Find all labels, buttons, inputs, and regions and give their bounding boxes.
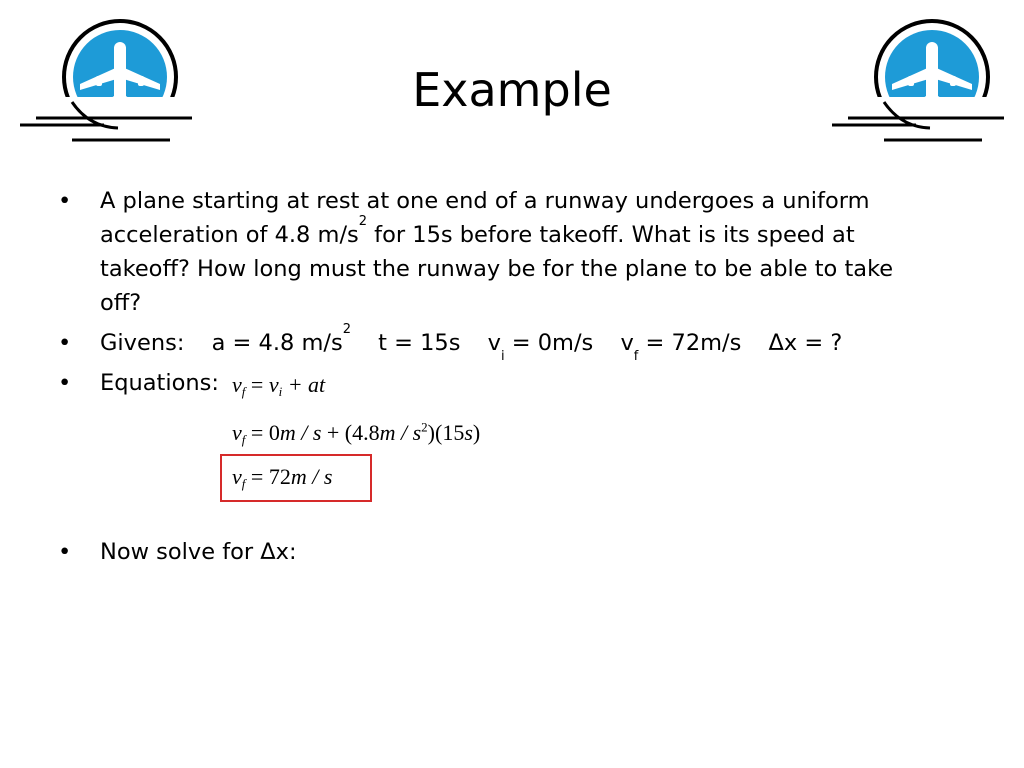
bullet-equations	[58, 366, 938, 400]
bullet-problem-statement	[58, 184, 938, 320]
givens-label: Givens:	[100, 330, 185, 356]
solve-text: Now solve for Δx:	[100, 539, 297, 565]
problem-text-part2: for 15s before takeoff. What is its speed at takeoff? How long must the runway be for the plane to be able to take off?	[100, 222, 894, 316]
given-acceleration-sup: 2	[342, 322, 351, 337]
problem-text-part1: A plane starting at rest at one end of a runway undergoes a uniform acceleration of 4.8 m/s	[100, 188, 870, 248]
slide-title: Example	[412, 63, 612, 117]
bullet-givens	[58, 322, 938, 364]
given-time: t = 15s	[378, 330, 461, 356]
bullet-list	[58, 184, 938, 406]
given-displacement-unknown: Δx = ?	[768, 330, 843, 356]
bullet-dot: •	[58, 188, 72, 214]
given-initial-velocity: $v_i = 0m/s$	[487, 330, 594, 364]
given-final-velocity: $v_f = 72m/s$	[620, 330, 742, 364]
equation-kinematic: $v_f = v_i$ + at	[232, 372, 326, 399]
bullet-solve-displacement	[58, 535, 297, 569]
problem-superscript: 2	[358, 214, 368, 229]
bullet-dot: •	[58, 539, 72, 565]
bullet-dot: •	[58, 330, 72, 356]
bullet-dot: •	[58, 370, 72, 396]
equation-substitution: $v_f = 0m / s + (4.8m / s^2)(15s)$	[232, 419, 481, 447]
equation-answer: $v_f = 72m / s$	[232, 464, 333, 491]
equations-label: Equations:	[100, 370, 219, 396]
given-acceleration: a = 4.8 m/s	[211, 330, 343, 356]
